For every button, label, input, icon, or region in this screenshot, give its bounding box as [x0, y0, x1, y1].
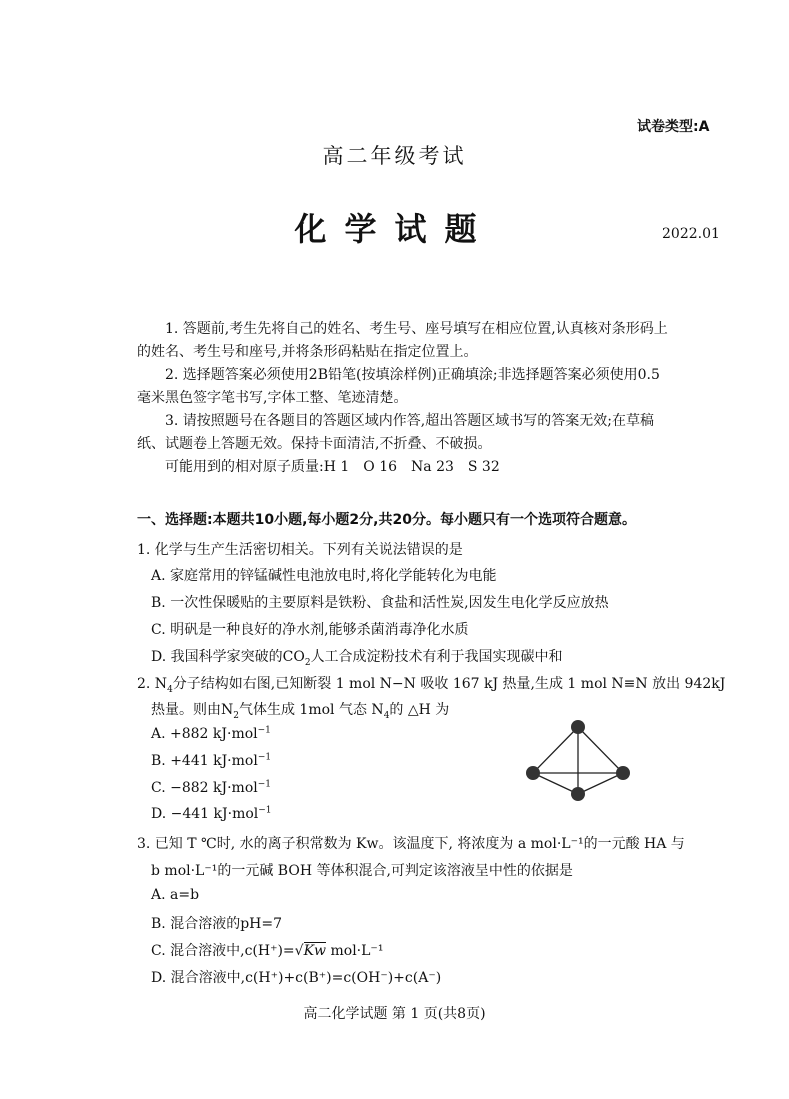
q3-option-b: B. 混合溶液的pH=7 — [151, 916, 282, 932]
exam-date: 2022.01 — [662, 226, 720, 242]
atom-node — [616, 766, 630, 780]
bond-line — [578, 773, 623, 794]
q1-stem: 1. 化学与生产生活密切相关。下列有关说法错误的是 — [137, 542, 463, 558]
q2-stem-line2: 热量。则由$N_2$气体生成 1mol 气态 $N_4$的 △H 为 — [151, 702, 450, 721]
atomic-mass-note: 可能用到的相对原子质量:H 1 O 16 Na 23 S 32 — [165, 459, 500, 475]
q2-option-a: A. +882 kJ·mol$^{-1}$ — [151, 725, 271, 742]
paper-type: 试卷类型:A — [637, 119, 710, 135]
page-footer: 高二化学试题 第 1 页(共8页) — [303, 1006, 486, 1022]
instruction-1b: 的姓名、考生号和座号,并将条形码粘贴在指定位置上。 — [137, 344, 478, 360]
q2-option-b: B. +441 kJ·mol$^{-1}$ — [151, 752, 272, 769]
atom-node — [571, 787, 585, 801]
section-heading: 一、选择题:本题共10小题,每小题2分,共20分。每小题只有一个选项符合题意。 — [137, 512, 636, 528]
q3-option-a: A. a=b — [151, 887, 200, 903]
atom-node — [526, 766, 540, 780]
q2-stem-line1: 2. $N_4$分子结构如右图,已知断裂 1 mol N−N 吸收 167 kJ 热量,生成 1 mol N≡N 放出 942kJ — [137, 676, 726, 695]
n4-molecule-diagram — [520, 715, 640, 805]
q1-option-a: A. 家庭常用的锌锰碱性电池放电时,将化学能转化为电能 — [151, 568, 497, 584]
instruction-2b: 毫米黑色签字笔书写,字体工整、笔迹清楚。 — [137, 390, 408, 406]
sqrt-symbol: √ — [294, 943, 304, 959]
instruction-1a: 1. 答题前,考生先将自己的姓名、考生号、座号填写在相应位置,认真核对条形码上 — [165, 321, 668, 337]
atom-node — [571, 720, 585, 734]
q3-option-d: D. 混合溶液中,c(H⁺)+c(B⁺)=c(OH⁻)+c(A⁻) — [151, 970, 442, 986]
q3-stem-line1: 3. 已知 T ℃时, 水的离子积常数为 Kw。该温度下, 将浓度为 a mol·L⁻¹的一元酸 HA 与 — [137, 836, 685, 852]
instruction-3a: 3. 请按照题号在各题目的答题区域内作答,超出答题区域书写的答案无效;在草稿 — [165, 413, 654, 429]
bond-line — [578, 727, 623, 773]
instruction-3b: 纸、试题卷上答题无效。保持卡面清洁,不折叠、不破损。 — [137, 436, 492, 452]
q2-option-d: D. −441 kJ·mol$^{-1}$ — [151, 805, 272, 822]
q3-stem-line2: b mol·L⁻¹的一元碱 BOH 等体积混合,可判定该溶液呈中性的依据是 — [151, 863, 573, 879]
q2-option-c: C. −882 kJ·mol$^{-1}$ — [151, 779, 272, 796]
instruction-2a: 2. 选择题答案必须使用2B铅笔(按填涂样例)正确填涂;非选择题答案必须使用0.5 — [165, 367, 660, 383]
exam-subtitle: 高二年级考试 — [322, 144, 467, 168]
q1-option-c: C. 明矾是一种良好的净水剂,能够杀菌消毒净化水质 — [151, 622, 469, 638]
q3-option-c: C. 混合溶液中,c(H⁺)=√Kw mol·L⁻¹ — [151, 943, 384, 959]
instructions — [137, 318, 727, 479]
q1-option-b: B. 一次性保暖贴的主要原料是铁粉、食盐和活性炭,因发生电化学反应放热 — [151, 595, 609, 611]
bond-line — [533, 727, 578, 773]
q1-option-d: D. 我国科学家突破的$CO_2$人工合成淀粉技术有利于我国实现碳中和 — [151, 649, 563, 668]
exam-title: 化学试题 — [294, 210, 495, 248]
bond-line — [533, 773, 578, 794]
